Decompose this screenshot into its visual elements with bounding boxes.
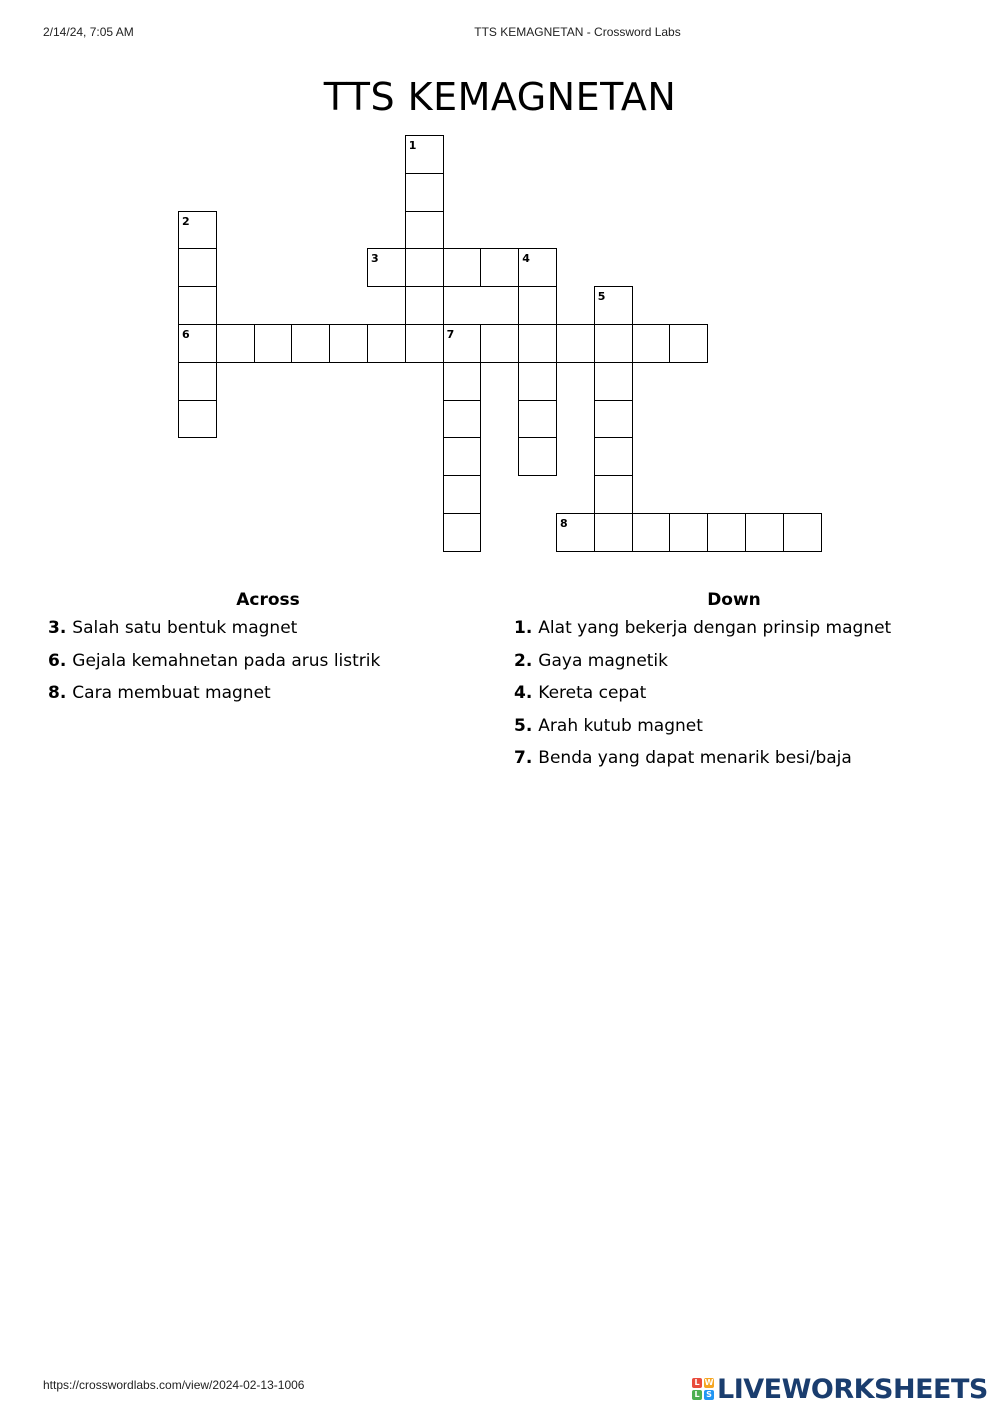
crossword-cell[interactable] — [367, 324, 406, 363]
cell-input[interactable] — [670, 325, 707, 362]
print-date: 2/14/24, 7:05 AM — [43, 25, 134, 39]
cell-input[interactable] — [519, 249, 556, 286]
down-heading: Down — [707, 590, 761, 610]
cell-input[interactable] — [444, 438, 481, 475]
cell-input[interactable] — [595, 401, 632, 438]
clue-item — [514, 683, 954, 703]
crossword-cell[interactable] — [178, 324, 217, 363]
cell-input[interactable] — [368, 249, 405, 286]
print-page-title: TTS KEMAGNETAN - Crossword Labs — [474, 25, 681, 39]
clue-item — [48, 618, 488, 638]
crossword-cell[interactable] — [178, 211, 217, 250]
clue-text: Benda yang dapat menarik besi/baja — [538, 748, 852, 768]
cell-input[interactable] — [633, 514, 670, 551]
crossword-cell[interactable] — [632, 324, 671, 363]
crossword-cell[interactable] — [178, 248, 217, 287]
cell-input[interactable] — [444, 514, 481, 551]
crossword-cell[interactable] — [216, 324, 255, 363]
crossword-cell[interactable] — [178, 286, 217, 325]
crossword-cell[interactable] — [556, 324, 595, 363]
cell-number: 6 — [182, 328, 190, 341]
cell-input[interactable] — [595, 287, 632, 324]
clue-text: Kereta cepat — [538, 683, 647, 703]
cell-input[interactable] — [595, 476, 632, 513]
logo-tile: W — [704, 1378, 714, 1387]
clue-text: Gaya magnetik — [538, 650, 669, 671]
across-clues — [48, 590, 488, 716]
clue-number: 2. — [514, 650, 533, 671]
crossword-cell[interactable] — [632, 513, 671, 552]
crossword-cell[interactable] — [556, 513, 595, 552]
crossword-cell[interactable] — [443, 437, 482, 476]
crossword-cell[interactable] — [254, 324, 293, 363]
crossword-cell[interactable] — [518, 437, 557, 476]
crossword-cell[interactable] — [405, 248, 444, 287]
liveworksheets-icon — [692, 1378, 714, 1400]
clue-text: Salah satu bentuk magnet — [72, 618, 298, 638]
cell-input[interactable] — [784, 514, 821, 551]
clue-text: Gejala kemahnetan pada arus listrik — [72, 650, 381, 671]
crossword-cell[interactable] — [367, 248, 406, 287]
cell-input[interactable] — [179, 401, 216, 438]
down-clues — [514, 590, 954, 781]
clue-text: Alat yang bekerja dengan prinsip magnet — [538, 618, 892, 638]
crossword-cell[interactable] — [443, 475, 482, 514]
cell-input[interactable] — [330, 325, 367, 362]
cell-input[interactable] — [444, 476, 481, 513]
cell-number: 2 — [182, 214, 190, 228]
crossword-cell[interactable] — [405, 173, 444, 212]
crossword-cell[interactable] — [594, 475, 633, 514]
crossword-cell[interactable] — [707, 513, 746, 552]
cell-number: 5 — [597, 290, 606, 304]
crossword-cell[interactable] — [518, 248, 557, 287]
logo-tile: L — [692, 1378, 702, 1388]
crossword-cell[interactable] — [594, 513, 633, 552]
cell-input[interactable] — [519, 401, 556, 438]
cell-input[interactable] — [633, 325, 670, 362]
crossword-cell[interactable] — [594, 362, 633, 401]
clue-text: Cara membuat magnet — [72, 683, 271, 703]
cell-input[interactable] — [444, 363, 481, 400]
crossword-grid — [0, 0, 1000, 600]
cell-input[interactable] — [179, 325, 216, 362]
cell-input[interactable] — [595, 514, 632, 551]
cell-input[interactable] — [595, 363, 632, 400]
crossword-cell[interactable] — [480, 248, 519, 287]
cell-input[interactable] — [444, 249, 481, 286]
cell-input[interactable] — [746, 514, 783, 551]
cell-number: 3 — [371, 252, 379, 266]
cell-input[interactable] — [708, 514, 745, 551]
clue-number: 5. — [514, 715, 533, 736]
crossword-cell[interactable] — [405, 135, 444, 174]
crossword-cell[interactable] — [669, 513, 708, 552]
crossword-cell[interactable] — [443, 362, 482, 401]
across-heading: Across — [236, 590, 300, 610]
page-title: TTS KEMAGNETAN — [323, 75, 677, 120]
cell-input[interactable] — [368, 325, 405, 362]
crossword-cell[interactable] — [594, 437, 633, 476]
logo-text: LIVEWORKSHEETS — [717, 1373, 988, 1405]
cell-input[interactable] — [179, 212, 216, 249]
crossword-cell[interactable] — [291, 324, 330, 363]
clue-number: 6. — [48, 650, 67, 671]
cell-input[interactable] — [406, 212, 443, 249]
cell-input[interactable] — [444, 325, 481, 362]
clue-item — [514, 651, 954, 671]
cell-input[interactable] — [292, 325, 329, 362]
clue-text: Arah kutub magnet — [538, 715, 703, 736]
clue-item — [48, 651, 488, 671]
footer-url: https://crosswordlabs.com/view/2024-02-13-1006 — [43, 1378, 305, 1392]
cell-input[interactable] — [444, 401, 481, 438]
logo-tile: S — [704, 1390, 714, 1400]
crossword-cell[interactable] — [178, 400, 217, 439]
clue-item — [514, 716, 954, 736]
crossword-cell[interactable] — [518, 362, 557, 401]
crossword-cell[interactable] — [329, 324, 368, 363]
cell-input[interactable] — [217, 325, 254, 362]
cell-input[interactable] — [670, 514, 707, 551]
clue-item — [514, 618, 954, 638]
cell-input[interactable] — [179, 249, 216, 286]
crossword-cell[interactable] — [594, 286, 633, 325]
cell-input[interactable] — [406, 287, 443, 324]
cell-input[interactable] — [481, 325, 518, 362]
cell-input[interactable] — [595, 325, 632, 362]
crossword-cell[interactable] — [518, 324, 557, 363]
clue-number: 3. — [48, 618, 67, 638]
crossword-cell[interactable] — [594, 400, 633, 439]
cell-input[interactable] — [406, 249, 443, 286]
crossword-cell[interactable] — [518, 400, 557, 439]
cell-input[interactable] — [519, 287, 556, 324]
cell-input[interactable] — [595, 438, 632, 475]
cell-input[interactable] — [406, 174, 443, 211]
cell-input[interactable] — [179, 363, 216, 400]
crossword-cell[interactable] — [178, 362, 217, 401]
crossword-cell[interactable] — [669, 324, 708, 363]
clue-number: 7. — [514, 748, 533, 768]
crossword-cell[interactable] — [405, 211, 444, 250]
crossword-cell[interactable] — [518, 286, 557, 325]
clue-item — [514, 748, 954, 768]
clue-item — [48, 683, 488, 703]
crossword-cell[interactable] — [443, 324, 482, 363]
cell-input[interactable] — [519, 363, 556, 400]
clue-number: 8. — [48, 683, 67, 703]
crossword-cell[interactable] — [443, 248, 482, 287]
cell-input[interactable] — [557, 325, 594, 362]
cell-input[interactable] — [406, 325, 443, 362]
crossword-cell[interactable] — [405, 286, 444, 325]
cell-input[interactable] — [255, 325, 292, 362]
crossword-cell[interactable] — [783, 513, 822, 552]
cell-number: 4 — [522, 252, 530, 266]
cell-input[interactable] — [481, 249, 518, 286]
cell-input[interactable] — [557, 514, 594, 551]
cell-input[interactable] — [519, 325, 556, 362]
liveworksheets-logo — [692, 1373, 988, 1405]
cell-input[interactable] — [519, 438, 556, 475]
cell-number: 7 — [446, 328, 455, 341]
cell-number: 8 — [560, 517, 568, 530]
crossword-cell[interactable] — [443, 513, 482, 552]
crossword-cell[interactable] — [745, 513, 784, 552]
clue-number: 4. — [514, 683, 533, 703]
crossword-cell[interactable] — [443, 400, 482, 439]
clue-number: 1. — [514, 618, 533, 638]
cell-number: 1 — [408, 139, 417, 152]
crossword-cell[interactable] — [594, 324, 633, 363]
logo-tile: L — [692, 1390, 702, 1400]
cell-input[interactable] — [179, 287, 216, 324]
cell-input[interactable] — [406, 136, 443, 173]
crossword-cell[interactable] — [480, 324, 519, 363]
crossword-cell[interactable] — [405, 324, 444, 363]
